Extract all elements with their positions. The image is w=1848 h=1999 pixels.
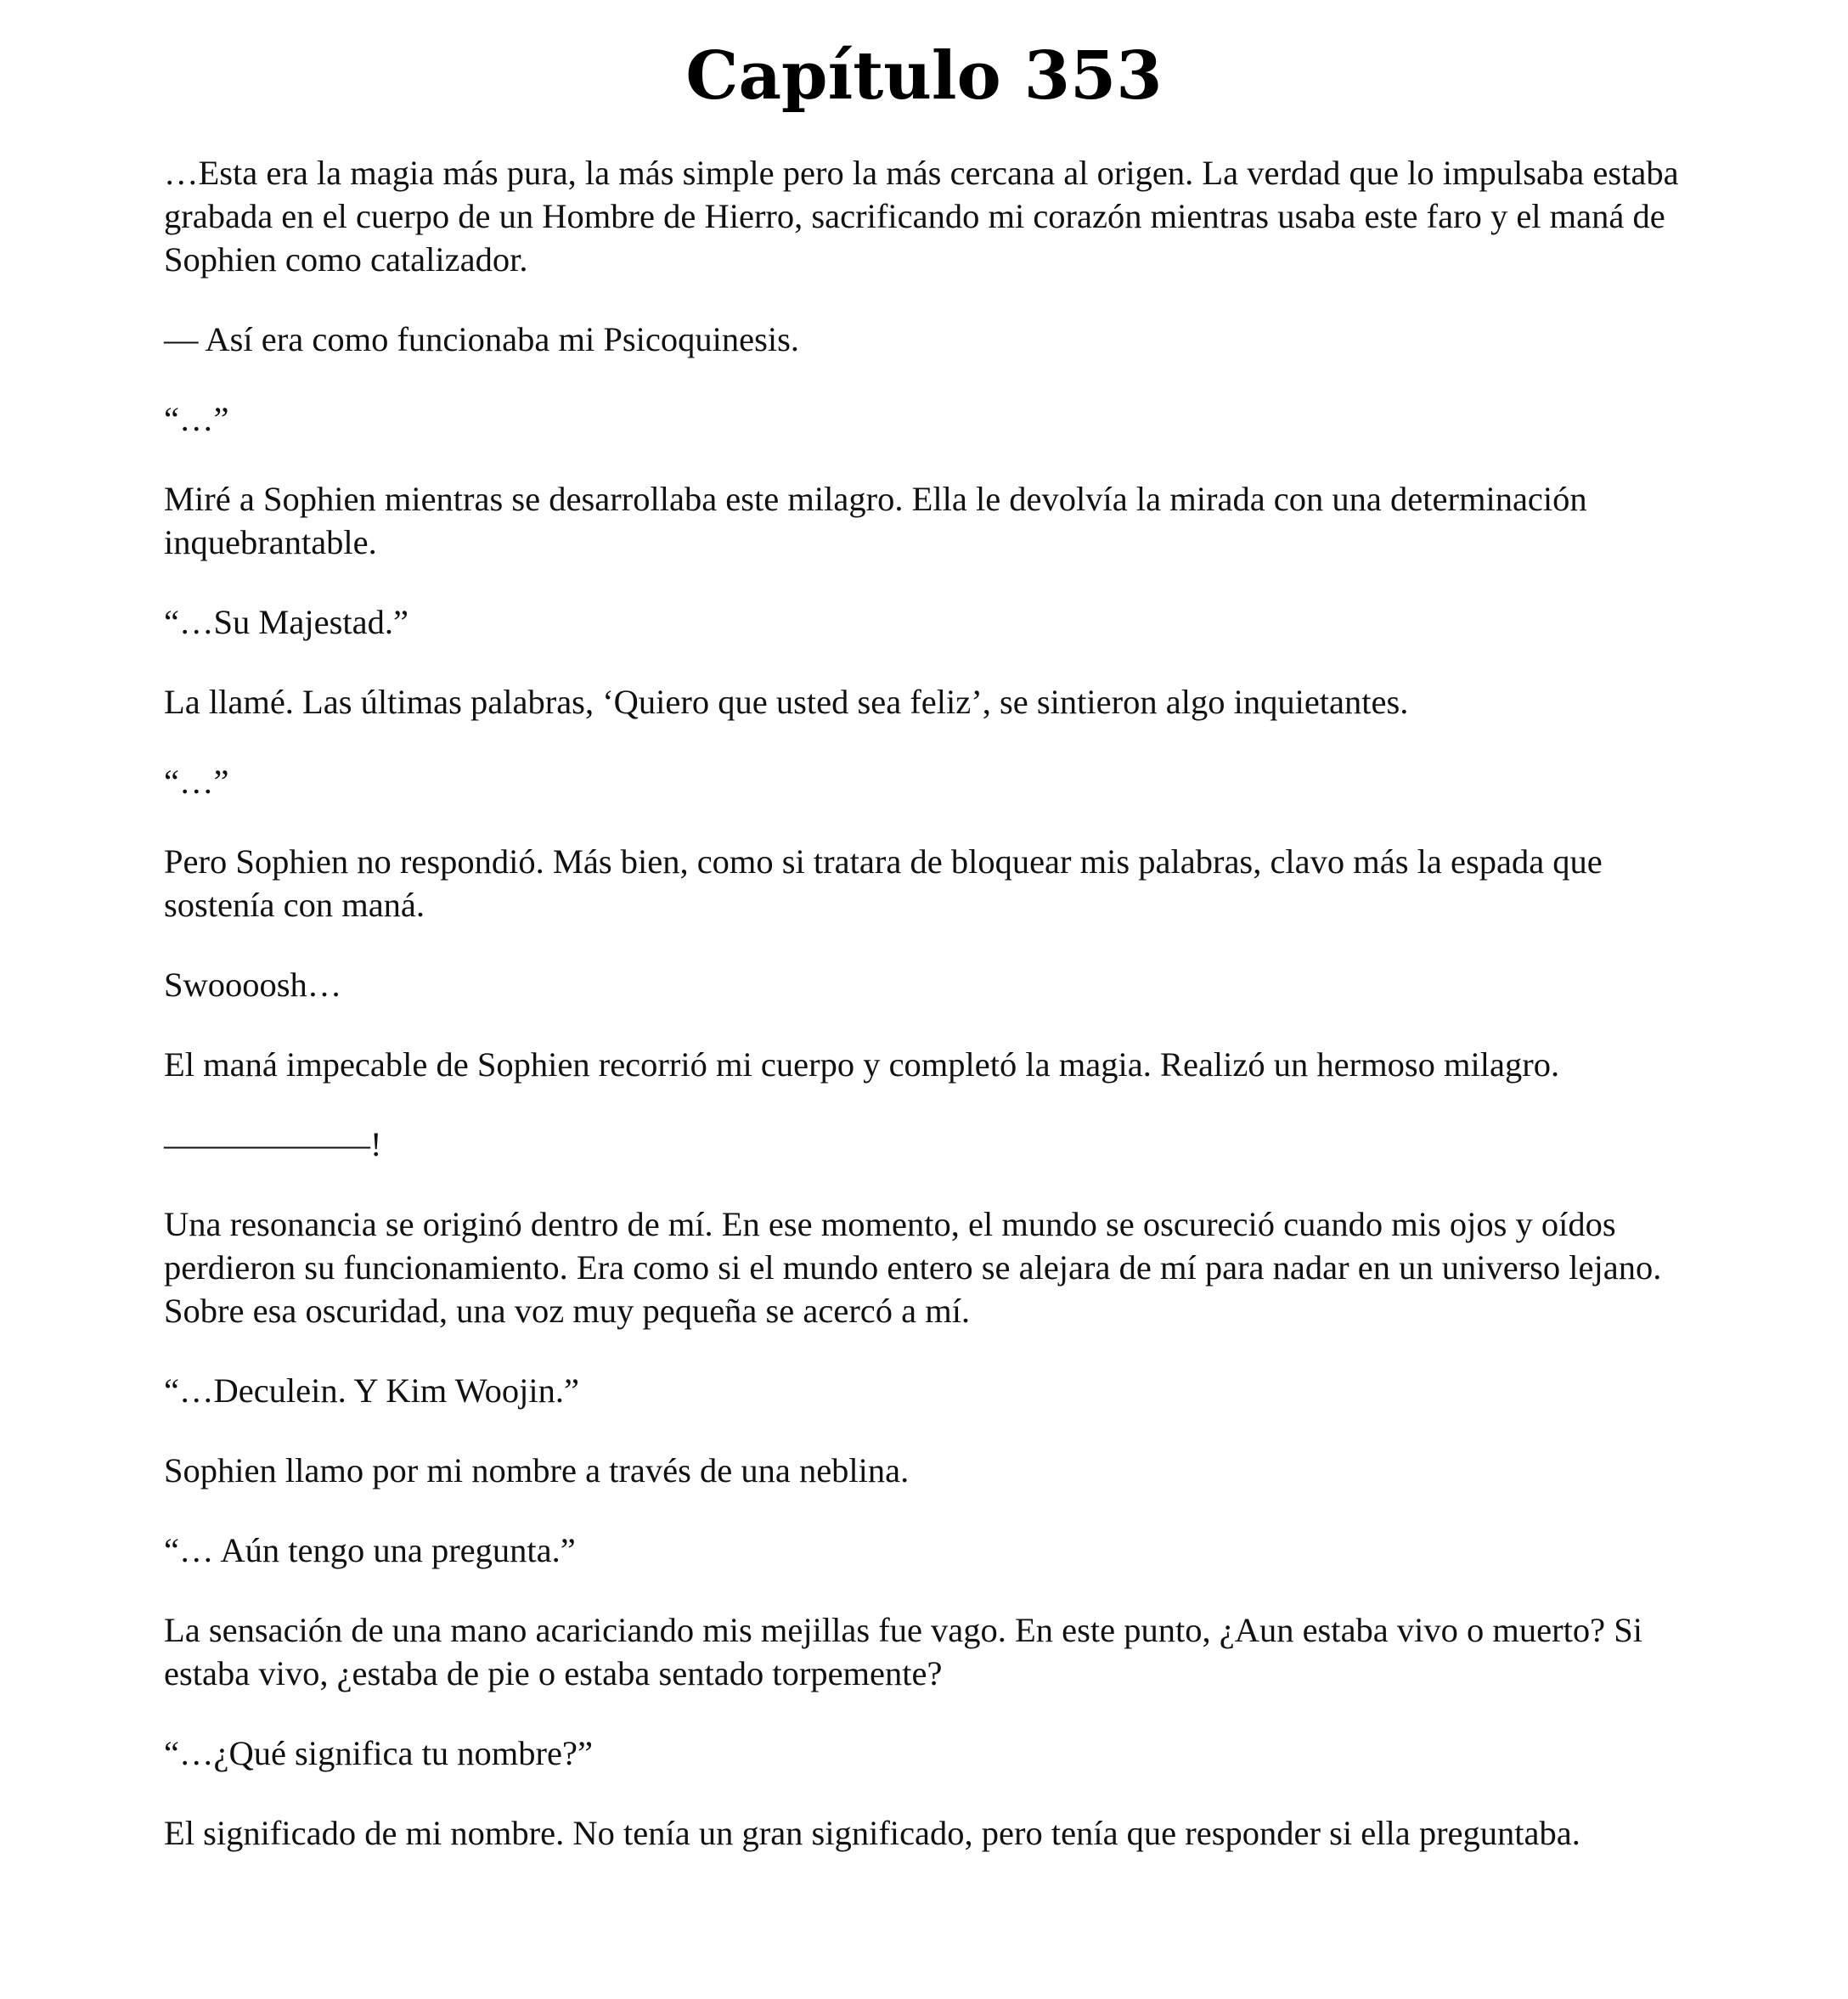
paragraph: Sophien llamo por mi nombre a través de una neblina. (164, 1451, 910, 1489)
paragraph: Una resonancia se originó dentro de mí. En ese momento, el mundo se oscureció cuando mis ojos y oídos perdieron su funcionamiento. Era como si el mundo entero se alejara de mí para nadar en un universo lejano. Sobre esa oscuridad, una voz muy pequeña se acercó a mí. (164, 1205, 1662, 1330)
paragraph: “…” (164, 400, 229, 438)
paragraph: La llamé. Las últimas palabras, ‘Quiero que usted sea feliz’, se sintieron algo inquietantes. (164, 683, 1409, 721)
paragraph: “…Deculein. Y Kim Woojin.” (164, 1371, 580, 1410)
paragraph: ——————! (164, 1125, 382, 1163)
paragraph: …Esta era la magia más pura, la más simple pero la más cercana al origen. La verdad que lo impulsaba estaba grabada en el cuerpo de un Hombre de Hierro, sacrificando mi corazón mientras usaba este faro y el maná de Sophien como catalizador. (164, 154, 1679, 279)
paragraph: “…” (164, 763, 229, 801)
paragraph: — Así era como funcionaba mi Psicoquinesis. (164, 320, 800, 358)
paragraph: El maná impecable de Sophien recorrió mi cuerpo y completó la magia. Realizó un hermoso milagro. (164, 1045, 1560, 1084)
chapter-title: Capítulo 353 (685, 37, 1163, 115)
paragraph: Pero Sophien no respondió. Más bien, como si tratara de bloquear mis palabras, clavo más la espada que sostenía con maná. (164, 842, 1603, 924)
paragraph: El significado de mi nombre. No tenía un gran significado, pero tenía que responder si ella preguntaba. (164, 1814, 1580, 1852)
chapter-body (164, 151, 1701, 1891)
paragraph: “…¿Qué significa tu nombre?” (164, 1734, 593, 1772)
paragraph: Miré a Sophien mientras se desarrollaba este milagro. Ella le devolvía la mirada con una determinación inquebrantable. (164, 480, 1587, 561)
paragraph: “…Su Majestad.” (164, 603, 408, 641)
paragraph: Swoooosh… (164, 966, 342, 1004)
paragraph: La sensación de una mano acariciando mis mejillas fue vago. En este punto, ¿Aun estaba vivo o muerto? Si estaba vivo, ¿estaba de pie o estaba sentado torpemente? (164, 1611, 1642, 1692)
paragraph: “… Aún tengo una pregunta.” (164, 1531, 576, 1569)
